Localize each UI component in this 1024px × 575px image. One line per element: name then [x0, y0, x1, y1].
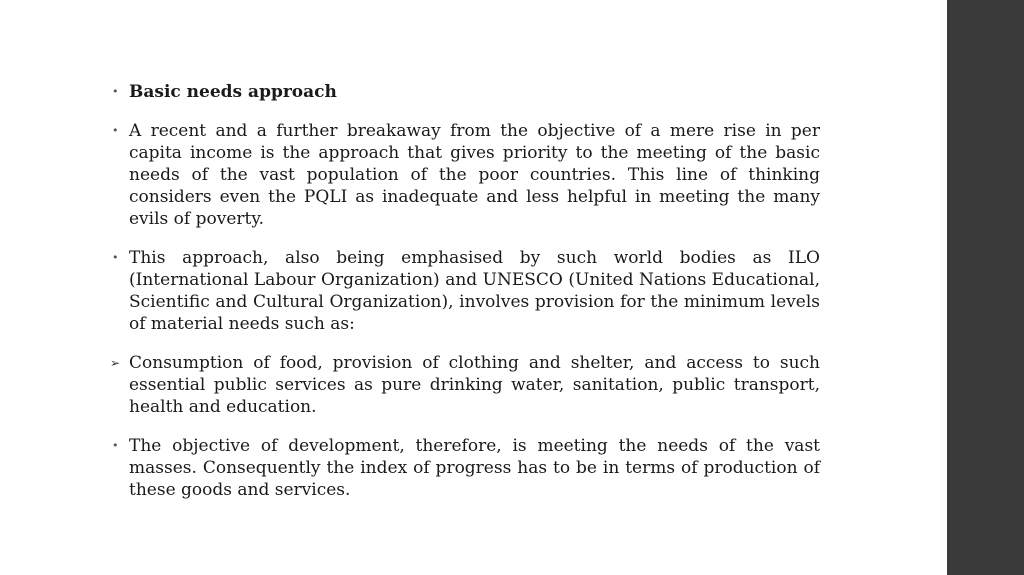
bullet-item	[110, 435, 820, 501]
bullet-text: This approach, also being emphasised by such world bodies as ILO (International Labour Organization) and UNESCO (United Nations Educational, Scientific and Cultural Organization), involves provision for the minimum levels of material needs such as:	[129, 248, 820, 334]
bullet-item	[110, 120, 820, 230]
section-heading: Basic needs approach	[129, 82, 337, 102]
bullet-text: A recent and a further breakaway from the objective of a mere rise in per capita income is the approach that gives priority to the meeting of the basic needs of the vast population of the poor countries. This line of thinking considers even the PQLI as inadequate and less helpful in meeting the many evils of poverty.	[129, 121, 820, 229]
bullet-text: The objective of development, therefore, is meeting the needs of the vast masses. Consequently the index of progress has to be in terms of production of these goods and services.	[129, 436, 820, 500]
side-accent-bar	[947, 0, 1024, 575]
arrow-bullet-icon: ➢	[110, 356, 121, 370]
bullet-text: Consumption of food, provision of clothing and shelter, and access to such essential public services as pure drinking water, sanitation, public transport, health and education.	[129, 353, 820, 417]
bullet-icon: •	[112, 439, 119, 452]
bullet-item	[110, 247, 820, 335]
sub-bullet-item	[110, 352, 820, 418]
bullet-icon: •	[112, 124, 119, 137]
bullet-icon: •	[112, 251, 119, 264]
bullet-item-heading	[110, 81, 820, 103]
slide-content	[110, 81, 820, 518]
bullet-icon: •	[112, 85, 119, 98]
